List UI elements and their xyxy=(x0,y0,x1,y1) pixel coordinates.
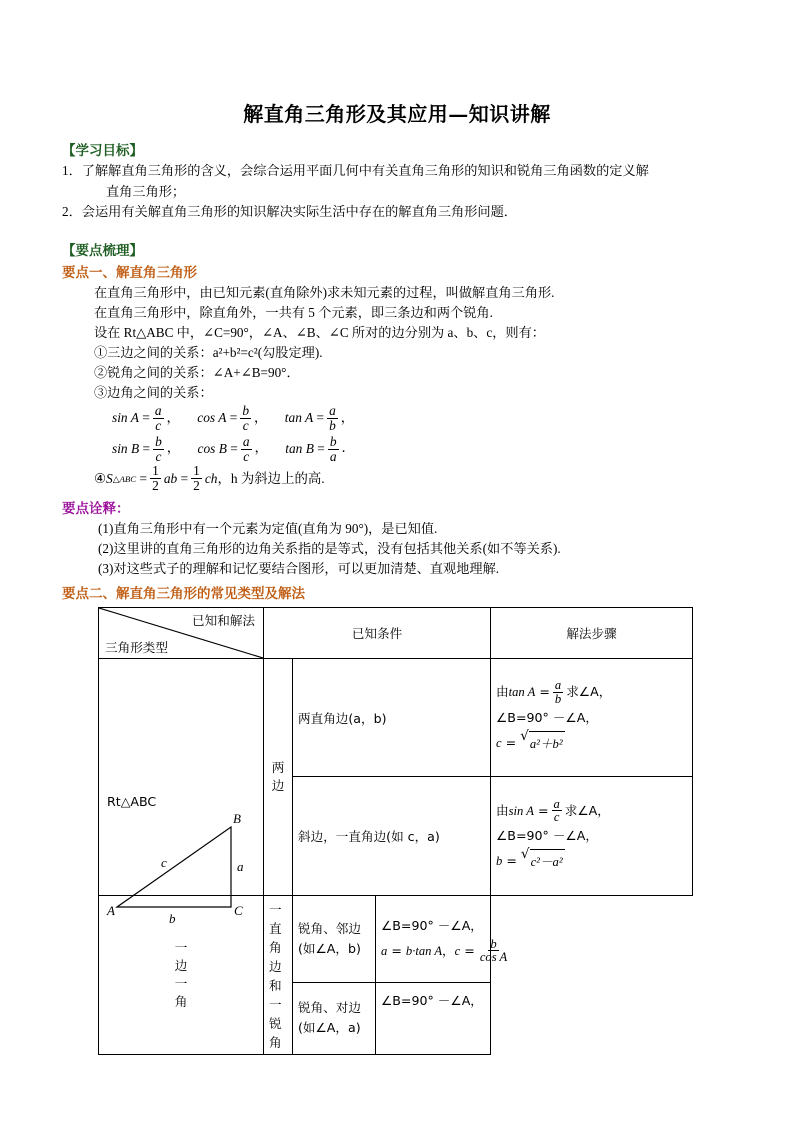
fraction-denominator: 2 xyxy=(152,478,159,494)
fraction xyxy=(153,404,164,432)
equals: = xyxy=(464,942,475,958)
area-term-1: ab xyxy=(163,470,178,486)
fraction-numerator: a xyxy=(242,434,250,450)
steps-cell xyxy=(491,658,693,777)
svg-text:B: B xyxy=(233,810,241,826)
corner-label-top: 已知和解法 xyxy=(192,612,255,628)
condition-line1: 锐角、对边 xyxy=(298,1000,361,1016)
step-comma: ， xyxy=(442,942,455,958)
step-formula xyxy=(496,727,565,756)
step-line: ∠B=90° －∠A， xyxy=(381,917,483,933)
formula-cos-a-name: cos A xyxy=(197,410,227,426)
fraction-denominator: c xyxy=(155,417,162,433)
outline-item-1-formula: a²+b²=c²(勾股定理). xyxy=(212,344,323,360)
area-subscript: △ABC xyxy=(112,473,137,484)
svg-text:c: c xyxy=(161,854,167,870)
condition-line2: (如∠A，b) xyxy=(298,940,361,956)
svg-text:A: A xyxy=(107,902,115,918)
table-corner-cell xyxy=(99,607,264,658)
fraction-denominator: c xyxy=(243,448,250,464)
fraction xyxy=(150,464,161,492)
note-item-1: (1)直角三角形中有一个元素为定值(直角为 90°)，是已知值. xyxy=(98,520,438,536)
fraction xyxy=(153,435,164,463)
objective-2-line1: 会运用有关解直角三角形的知识解决实际生活中存在的解直角三角形问题． xyxy=(81,204,517,219)
condition-line2: (如∠A，a) xyxy=(298,1020,361,1036)
fraction-denominator: b xyxy=(554,691,562,706)
area-symbol: S xyxy=(106,470,113,486)
trig-formulas-angle-a: sin A = $\frac{a}{c}$ ， cos A = $\frac{b}{c}$ ， tan A = $\frac{a}{b}$ ， xyxy=(112,403,355,433)
formula-cos-a: cos A = $\frac{b}{c}$ xyxy=(197,403,250,433)
step-formula xyxy=(381,938,512,965)
formula-sin-b-name: sin B xyxy=(112,441,140,457)
condition-cell: 两直角边(a，b) xyxy=(293,658,491,777)
outline-para-2: 在直角三角形中，除直角外，一共有 5 个元素，即三条边和两个锐角. xyxy=(94,304,493,320)
step-line xyxy=(496,679,687,706)
note-item-2: (2)这里讲的直角三角形的边角关系指的是等式，没有包括其他关系(如不等关系). xyxy=(98,540,561,556)
step-line: ∠B=90° －∠A， xyxy=(381,993,483,1009)
formula-tan-a-name: tan A xyxy=(284,410,314,426)
outline-item-1-prefix: ①三边之间的关系： xyxy=(94,344,213,360)
list-item xyxy=(62,161,734,202)
note-item-3: (3)对这些式子的理解和记忆要结合图形，可以更加清楚、直观地理解. xyxy=(98,560,500,576)
group-label-char: 两 xyxy=(271,759,285,775)
fraction-numerator: a xyxy=(154,403,162,419)
steps-cell xyxy=(376,895,508,983)
fraction-numerator: 1 xyxy=(152,463,159,479)
step-function: tan A xyxy=(508,685,536,700)
step-formula xyxy=(496,798,610,825)
fraction xyxy=(327,404,338,432)
equals: = xyxy=(539,684,550,700)
steps-cell xyxy=(376,983,491,1054)
condition-cell xyxy=(293,983,376,1054)
fraction xyxy=(241,435,252,463)
types-table-wrapper xyxy=(0,607,794,1055)
step-prefix: 由 xyxy=(496,802,509,818)
condition-line1: 锐角、邻边 xyxy=(298,920,361,936)
table-header-known-conditions: 已知条件 xyxy=(264,607,491,658)
condition-cell xyxy=(293,895,376,983)
outline-item-3: ③边角之间的关系： xyxy=(94,384,213,400)
table-header-row xyxy=(99,607,693,658)
fraction-denominator: a xyxy=(329,448,337,464)
fraction-denominator: c xyxy=(242,417,249,433)
area-formula-tail: ，h 为斜边上的高. xyxy=(217,470,325,486)
formula-cos-b-name: cos B xyxy=(197,441,227,457)
fraction-numerator: a xyxy=(553,796,560,811)
fraction-denominator: cos A xyxy=(479,950,508,965)
equals: = xyxy=(391,942,402,958)
trig-formulas-angle-b: sin B = $\frac{b}{c}$ ， cos B = $\frac{a}{c}$ ， tan B = $\frac{b}{a}$ ． xyxy=(112,434,355,464)
outline-para-1: 在直角三角形中，由已知元素(直角除外)求未知元素的过程，叫做解直角三角形. xyxy=(94,284,555,300)
step-prefix: 由 xyxy=(496,684,509,700)
section-heading-point2: 要点二、解直角三角形的常见类型及解法 xyxy=(62,585,305,602)
group-label-char: 一 xyxy=(174,939,188,955)
section-heading-point1: 要点一、解直角三角形 xyxy=(62,264,197,281)
fraction-numerator: a xyxy=(329,403,336,419)
area-formula-prefix: ④ xyxy=(94,470,107,486)
document-body xyxy=(0,139,794,602)
step-formula xyxy=(496,848,565,874)
step-formula xyxy=(496,679,611,706)
fraction-denominator: c xyxy=(553,810,560,825)
group-label-char: 边 xyxy=(271,777,285,793)
step-lhs2: c xyxy=(454,943,461,958)
step-lhs: a xyxy=(381,943,388,958)
radicand: c²－a² xyxy=(530,849,565,874)
fraction xyxy=(478,938,509,965)
group-label-two-sides xyxy=(264,658,293,895)
formula-tan-b: tan B = $\frac{b}{a}$ xyxy=(285,434,337,464)
section-heading-notes: 要点诠释： xyxy=(62,500,130,517)
page-title: 解直角三角形及其应用—知识讲解 xyxy=(243,102,551,126)
formula-row1-tail: ， xyxy=(340,409,355,425)
group-label-char: 边 xyxy=(174,957,188,973)
corner-label-bottom: 三角形类型 xyxy=(105,639,168,655)
objective-1-line1: 了解解直角三角形的含义，会综合运用平面几何中有关直角三角形的知识和锐角三角函数的定义解 xyxy=(81,163,649,178)
fraction-numerator: b xyxy=(242,403,250,419)
formula-sin-a: sin A = $\frac{a}{c}$ xyxy=(112,403,162,433)
sub-condition-line1: 一直角边 xyxy=(269,901,282,974)
step-line xyxy=(496,727,687,756)
step-line xyxy=(496,848,687,874)
fraction xyxy=(240,404,251,432)
sub-condition-line2: 和一锐角 xyxy=(269,977,282,1050)
radicand: a²＋b² xyxy=(529,731,565,756)
objective-2-number: 2． xyxy=(62,204,82,219)
formula-row2-tail: ． xyxy=(341,440,355,456)
fraction-denominator: b xyxy=(329,417,336,433)
step-lhs: c xyxy=(496,735,502,750)
formula-sin-a-name: sin A xyxy=(112,410,139,426)
objective-1-number: 1． xyxy=(62,163,82,178)
fraction-numerator: b xyxy=(155,434,162,450)
fraction-numerator: 1 xyxy=(193,463,200,479)
steps-cell xyxy=(491,777,693,896)
step-line xyxy=(496,798,687,825)
svg-text:C: C xyxy=(234,902,243,918)
area-term-2: ch xyxy=(204,470,218,486)
section-heading-outline: 【要点梳理】 xyxy=(62,242,143,259)
outline-item-1 xyxy=(62,343,734,363)
step-function: sin A xyxy=(508,803,534,818)
equals-1: = xyxy=(139,470,148,486)
fraction xyxy=(328,435,339,463)
fraction-numerator: a xyxy=(554,678,562,693)
fraction xyxy=(552,798,562,825)
equals: = xyxy=(537,802,549,818)
fraction-denominator: c xyxy=(155,448,162,464)
step-mid: b·tan A xyxy=(405,943,443,958)
triangle-figure-cell xyxy=(99,658,264,924)
equals: = xyxy=(505,734,517,750)
group-label-char: 一 xyxy=(174,975,188,991)
fraction xyxy=(191,464,202,492)
step-suffix: 求∠A， xyxy=(564,802,610,818)
step-suffix: 求∠A， xyxy=(566,684,612,700)
figure-label: Rt△ABC xyxy=(107,793,157,809)
area-formula xyxy=(62,464,734,492)
outline-item-2: ②锐角之间的关系：∠A+∠B=90°． xyxy=(94,364,300,380)
table-row xyxy=(99,658,693,777)
sub-condition-cell xyxy=(264,895,293,1054)
formula-tan-a: tan A = $\frac{a}{b}$ xyxy=(284,403,336,433)
step-line xyxy=(381,936,508,965)
section-heading-objectives: 【学习目标】 xyxy=(62,143,143,159)
svg-text:a: a xyxy=(237,858,244,874)
table-header-solution-steps: 解法步骤 xyxy=(491,607,693,658)
equals-2: = xyxy=(180,470,189,486)
step-line: ∠B=90° －∠A， xyxy=(496,828,598,844)
right-triangle-icon xyxy=(103,809,258,924)
solution-types-table xyxy=(98,607,693,1055)
objectives-list xyxy=(62,161,734,223)
formula-sin-b: sin B = $\frac{b}{c}$ xyxy=(112,434,162,464)
group-label-char: 角 xyxy=(174,993,188,1009)
equals: = xyxy=(506,853,517,869)
fraction xyxy=(553,679,563,706)
square-root-icon: √ c²－a² xyxy=(521,848,565,874)
fraction-numerator: b xyxy=(329,434,337,450)
objective-1-line2: 直角三角形； xyxy=(106,183,186,199)
svg-text:b: b xyxy=(169,910,176,924)
fraction-denominator: 2 xyxy=(193,478,200,494)
area-formula-row xyxy=(94,464,325,492)
step-lhs: b xyxy=(496,854,503,869)
step-line: ∠B=90° －∠A， xyxy=(496,709,598,725)
formula-cos-b: cos B = $\frac{a}{c}$ xyxy=(197,434,250,464)
list-item xyxy=(62,202,734,223)
fraction-numerator: b xyxy=(490,936,497,951)
square-root-icon: √ a²＋b² xyxy=(520,730,564,756)
formula-tan-b-name: tan B xyxy=(285,441,314,457)
outline-para-3: 设在 Rt△ABC 中，∠C=90°，∠A、∠B、∠C 所对的边分别为 a、b、c，则有： xyxy=(94,324,545,340)
condition-cell: 斜边，一直角边(如 c，a) xyxy=(293,777,491,896)
